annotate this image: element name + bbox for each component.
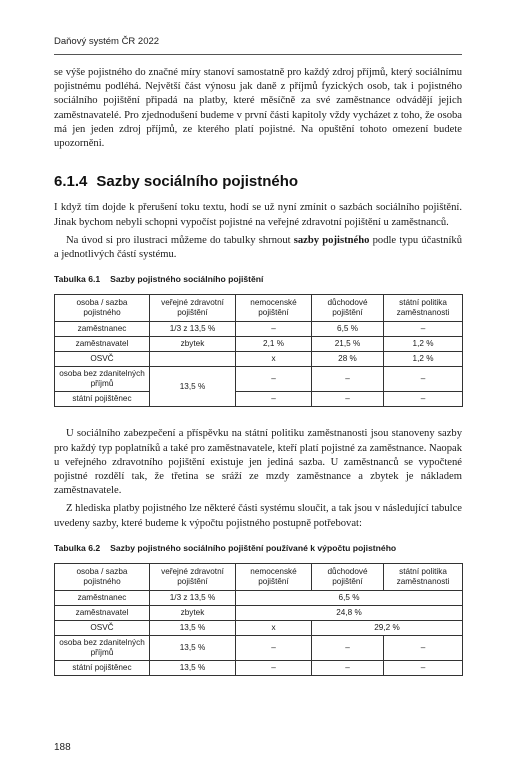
table-cell: osoba bez zdanitelných příjmů	[55, 636, 150, 661]
table1-caption	[54, 272, 462, 286]
table-cell: 28 %	[312, 352, 384, 367]
table-header-cell: důchodové pojištění	[312, 564, 384, 591]
table-cell: zaměstnavatel	[55, 606, 150, 621]
table-cell: –	[236, 322, 312, 337]
table-header-cell: státní politika zaměstnanosti	[384, 295, 463, 322]
table-row	[55, 606, 463, 621]
table-cell: zaměstnanec	[55, 591, 150, 606]
table-cell-merged: 24,8 %	[236, 606, 463, 621]
table-row	[55, 591, 463, 606]
table-cell: 6,5 %	[312, 322, 384, 337]
table-cell: 13,5 %	[150, 661, 236, 676]
table-header-cell: veřejné zdravotní pojištění	[150, 295, 236, 322]
page-body	[54, 66, 462, 676]
table-row	[55, 337, 463, 352]
paragraph-3: Na úvod si pro ilustraci můžeme do tabulky shrnout sazby pojistného podle typu účastníků a jednotlivých částí systému.	[54, 234, 462, 261]
table-cell: –	[312, 392, 384, 407]
table-header-cell: osoba / sazba pojistného	[55, 295, 150, 322]
running-header	[54, 36, 462, 55]
table-cell: –	[236, 661, 312, 676]
page-number: 188	[54, 742, 71, 753]
table-row	[55, 352, 463, 367]
table-cell: státní pojištěnec	[55, 661, 150, 676]
table-cell: OSVČ	[55, 352, 150, 367]
table-row	[55, 621, 463, 636]
table-cell: zbytek	[150, 337, 236, 352]
table2-caption-text: Sazby pojistného sociálního pojištění používané k výpočtu pojistného	[110, 542, 397, 553]
table-rates-1	[54, 294, 463, 407]
table-cell: osoba bez zdanitelných příjmů	[55, 367, 150, 392]
table-header-row	[55, 564, 463, 591]
table-cell-merged: 29,2 %	[312, 621, 463, 636]
table-row	[55, 367, 463, 392]
paragraph-5: Z hlediska platby pojistného lze některé části systému sloučit, a tak jsou v následující tabulce uvedeny sazby, které budeme k výpočtu pojistného postupně potřebovat:	[54, 503, 462, 529]
table-cell: 1/3 z 13,5 %	[150, 591, 236, 606]
table-cell: zbytek	[150, 606, 236, 621]
paragraph-1: se výše pojistného do značné míry stanoví samostatně pro každý zdroj příjmů, který sociálnímu pojistnému podléhá. Největší část výnosu jak daně z příjmů fyzických osob, tak i pojistného sociálního pojištění připadá na platby, které měsíčně za své zaměstnance odvádějí jejich zaměstnavatelé. Pro zjednodušení budeme v první části kapitoly vždy vycházet z toho, že osoba má jen jeden zdroj příjmů, ze kterého platí pojistné. Na opuštění tohoto omezení budete upozorněni.	[54, 67, 462, 150]
paragraph-4: U sociálního zabezpečení a příspěvku na státní politiku zaměstnanosti jsou stanoveny sazby pro každý typ poplatníků a také pro zaměstnavatele, kteří platí pojistné za zaměstnance. Naopak u veřejného zdravotního pojištění existuje jen jediná sazba. U zaměstnanců se vypočtené pojistné rozdělí tak, že třetina se sráží ze mzdy zaměstnance a zbytek je nákladem zaměstnavatele.	[54, 428, 462, 497]
table-header-cell: nemocenské pojištění	[236, 564, 312, 591]
table-cell: 13,5 %	[150, 621, 236, 636]
table-cell: –	[384, 367, 463, 392]
table-cell: 13,5 %	[150, 636, 236, 661]
table-cell: –	[384, 392, 463, 407]
table-cell: –	[384, 322, 463, 337]
section-heading	[54, 175, 462, 189]
emphasis-sazby: sazby pojistného	[293, 234, 370, 246]
table-cell: x	[236, 621, 312, 636]
table-cell: 1/3 z 13,5 %	[150, 322, 236, 337]
table-cell: –	[384, 636, 463, 661]
table-cell: 21,5 %	[312, 337, 384, 352]
table-cell: 1,2 %	[384, 337, 463, 352]
running-header-title: Daňový systém ČR 2022	[54, 36, 160, 47]
table-row	[55, 392, 463, 407]
table-cell: –	[384, 661, 463, 676]
table-cell: –	[312, 367, 384, 392]
table-header-cell: veřejné zdravotní pojištění	[150, 564, 236, 591]
table-cell: –	[236, 636, 312, 661]
table2-caption	[54, 541, 462, 555]
table-cell: –	[312, 636, 384, 661]
table-cell	[150, 352, 236, 367]
table-cell: –	[312, 661, 384, 676]
paragraph-2: I když tím dojde k přerušení toku textu, hodí se už nyní zmínit o sazbách sociálního pojištění. Jinak bychom nebyli schopni vypočíst pojistné na veřejné zdravotní pojištění u zaměstnanců.	[54, 202, 462, 228]
table-cell: –	[236, 392, 312, 407]
table-cell: zaměstnavatel	[55, 337, 150, 352]
table-row	[55, 661, 463, 676]
table1-caption-number: Tabulka 6.1	[54, 274, 101, 285]
table-cell: 1,2 %	[384, 352, 463, 367]
table-header-cell: nemocenské pojištění	[236, 295, 312, 322]
table1-caption-text: Sazby pojistného sociálního pojištění	[110, 274, 264, 285]
table-cell: x	[236, 352, 312, 367]
table-cell: 2,1 %	[236, 337, 312, 352]
table-row	[55, 636, 463, 661]
table-rates-2	[54, 563, 463, 676]
table-cell: zaměstnanec	[55, 322, 150, 337]
table-cell: –	[236, 367, 312, 392]
table-header-cell: důchodové pojištění	[312, 295, 384, 322]
table-header-cell: osoba / sazba pojistného	[55, 564, 150, 591]
table-cell-merged: 6,5 %	[236, 591, 463, 606]
table-cell: státní pojištěnec	[55, 392, 150, 407]
table-row	[55, 322, 463, 337]
section-number: 6.1.4	[54, 173, 88, 191]
table-header-cell: státní politika zaměstnanosti	[384, 564, 463, 591]
table-cell-merged: 13,5 %	[150, 367, 236, 407]
section-title: Sazby sociálního pojistného	[96, 173, 299, 191]
table-header-row	[55, 295, 463, 322]
table2-caption-number: Tabulka 6.2	[54, 542, 101, 553]
table-cell: OSVČ	[55, 621, 150, 636]
